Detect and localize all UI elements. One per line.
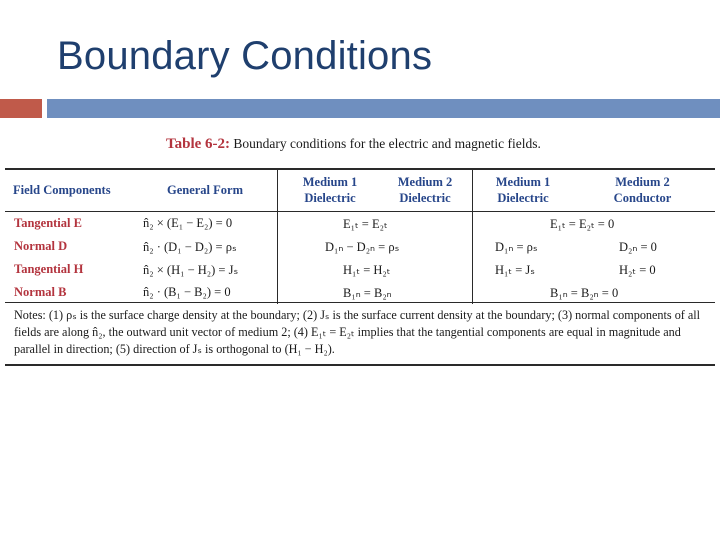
cell-dielectric-tangential-h: H₁ₜ = H₂ₜ (343, 263, 391, 277)
table-notes: Notes: (1) ρₛ is the surface charge density at the boundary; (2) Jₛ is the surface current density at the boundary; (3) normal components of all fields are along n̂₂, the outward unit vector of medium 2; (4) E₁ₜ = E₂ₜ implies that the tangential components are equal in magnitude and parallel in direction; (5) direction of Jₛ is orthogonal to (H₁ − H₂). (14, 308, 701, 356)
header-field-components: Field Components (13, 183, 111, 197)
boundary-conditions-table (5, 168, 715, 366)
cell-general-tangential-h: n̂₂ × (H₁ − H₂) = Jₛ (143, 263, 239, 277)
cell-dielectric-normal-d: D₁ₙ − D₂ₙ = ρₛ (325, 240, 400, 254)
row-label-tangential-e: Tangential E (14, 216, 82, 230)
cell-conductor-tangential-h: H₂ₜ = 0 (619, 263, 656, 277)
table-caption-text: Boundary conditions for the electric and magnetic fields. (233, 136, 541, 151)
header-medium2-dielectric: Medium 2 Dielectric (397, 175, 453, 205)
row-label-normal-d: Normal D (14, 239, 68, 253)
header-medium1-dielectric-2: Medium 1 Dielectric (495, 175, 551, 205)
table-caption (166, 136, 541, 153)
column-divider-2 (472, 170, 473, 304)
row-label-tangential-h: Tangential H (14, 262, 84, 276)
table-caption-label: Table 6-2: (166, 136, 231, 152)
cell-medium1-tangential-h: H₁ₜ = Jₛ (495, 263, 535, 277)
cell-general-normal-d: n̂₂ · (D₁ − D₂) = ρₛ (143, 240, 237, 254)
cell-dielectric-normal-b: B₁ₙ = B₂ₙ (343, 286, 392, 300)
title-accent-bar-red (0, 99, 42, 118)
header-medium2-conductor: Medium 2 Conductor (613, 175, 672, 205)
cell-conductor-normal-b: B₁ₙ = B₂ₙ = 0 (550, 286, 619, 300)
cell-dielectric-tangential-e: E₁ₜ = E₂ₜ (343, 217, 388, 231)
header-general-form: General Form (166, 183, 243, 197)
title-accent-bar-blue (47, 99, 720, 118)
header-rule (5, 211, 715, 212)
table-bottom-rule (5, 364, 715, 366)
cell-conductor-tangential-e: E₁ₜ = E₂ₜ = 0 (550, 217, 615, 231)
cell-general-tangential-e: n̂₂ × (E₁ − E₂) = 0 (143, 216, 233, 230)
slide-title: Boundary Conditions (57, 34, 433, 78)
cell-medium1-normal-d: D₁ₙ = ρₛ (495, 240, 538, 254)
row-label-normal-b: Normal B (14, 285, 67, 299)
notes-rule (5, 302, 715, 303)
header-medium1-dielectric: Medium 1 Dielectric (302, 175, 358, 205)
cell-general-normal-b: n̂₂ · (B₁ − B₂) = 0 (143, 285, 231, 299)
cell-conductor-normal-d: D₂ₙ = 0 (619, 240, 657, 254)
column-divider-1 (277, 170, 278, 304)
